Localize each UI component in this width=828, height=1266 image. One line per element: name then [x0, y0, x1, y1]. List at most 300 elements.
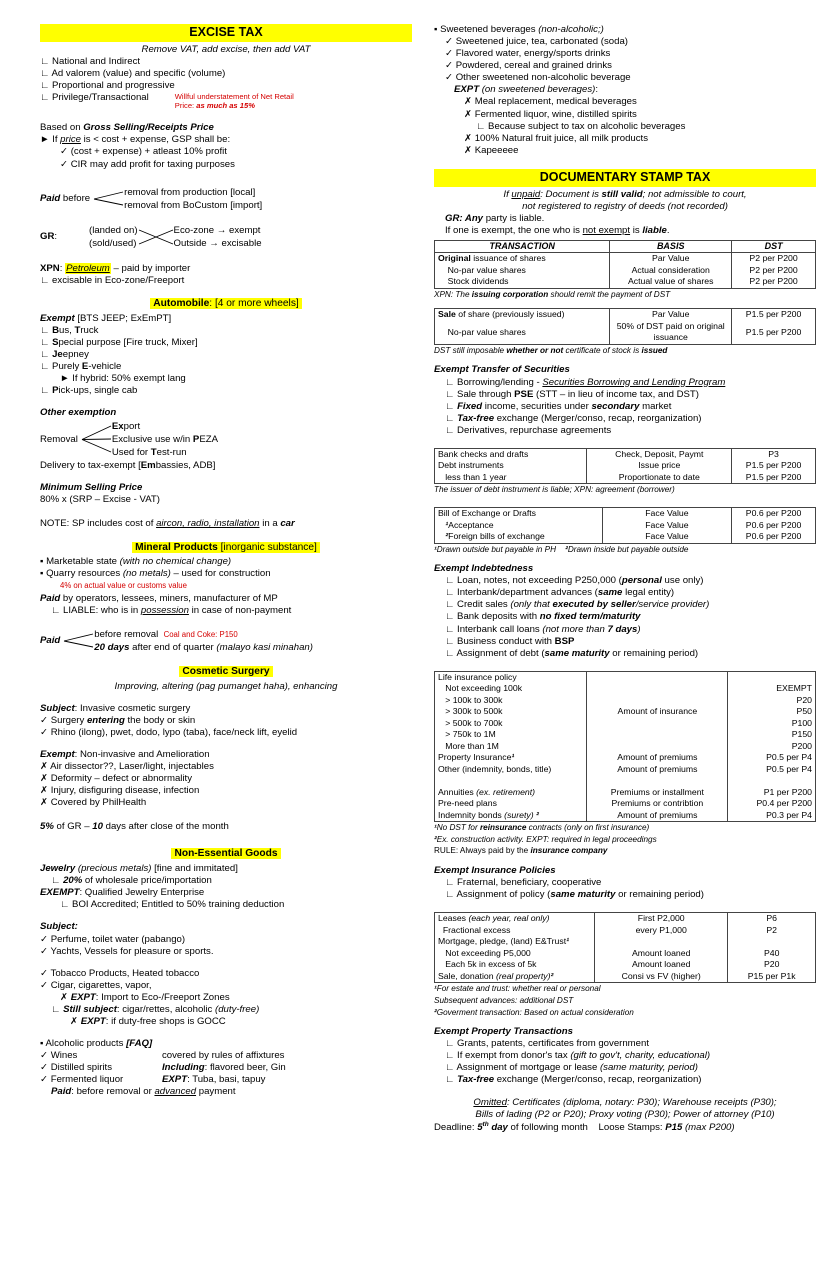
table-caption: XPN: The issuing corporation should remit the payment of DST: [434, 289, 671, 299]
pair-row: [40, 1050, 412, 1062]
table-row: [435, 508, 816, 520]
table-cell: EXEMPT: [728, 683, 816, 694]
text-line: If one is exempt, the one who is not exempt is liable.: [445, 224, 670, 236]
spacer: [40, 655, 412, 663]
text-line: NOTE: SP includes cost of aircon, radio, installation in a car: [40, 518, 295, 530]
table-cell: P1.5 per P200: [732, 460, 816, 471]
table-cell: Amount loaned: [595, 959, 728, 970]
table-cell: P100: [728, 718, 816, 729]
fork-branch: Export: [111, 421, 141, 433]
text-line: ✓ Powdered, cereal and grained drinks: [445, 60, 612, 72]
fork-branch: removal from production [local]: [124, 186, 256, 198]
table-cell: Par Value: [610, 253, 732, 265]
spacer: [40, 617, 412, 627]
spacer: [434, 555, 816, 563]
spacer: [40, 833, 412, 845]
table-cell: Not exceeding P5,000: [435, 948, 595, 959]
margin-note: Willful understatement of Net Retail Price: as much as 15%: [174, 92, 294, 111]
table-cell: Leases (each year, real only): [435, 913, 595, 925]
text-line: ∟ Jeepney: [40, 348, 89, 360]
spacer: [40, 251, 412, 263]
cross-connector: [138, 224, 174, 250]
table-cell: Property Insurance¹: [435, 752, 587, 763]
table-cell: Pre-need plans: [435, 798, 587, 809]
table-cell: Fractional excess: [435, 925, 595, 936]
spacer: [434, 157, 816, 169]
spacer: [40, 958, 412, 968]
text-line: Exempt Property Transactions: [434, 1026, 573, 1038]
table-cell: Annuities (ex. retirement): [435, 787, 587, 798]
spacer: [40, 531, 412, 539]
table-cell: Mortgage, pledge, (land) E&Trust¹: [435, 936, 595, 947]
left-column: [40, 24, 412, 1134]
table-cell: P20: [728, 695, 816, 706]
fork-label: Paid before: [40, 192, 91, 204]
spacer: [434, 300, 816, 305]
table-cell: P6: [728, 913, 816, 925]
table-cell: P2: [728, 925, 816, 936]
automobile-header: [40, 298, 412, 311]
text-line: ∟ Fixed income, securities under secondary market: [445, 400, 672, 412]
table-cell: [587, 671, 728, 683]
fork-branch: before removal Coal and Coke: P150: [94, 628, 238, 640]
table-cell: > 750k to 1M: [435, 729, 587, 740]
pair-right: Including: flavored beer, Gin: [162, 1062, 286, 1074]
cosmetic-surgery-header: [40, 666, 412, 679]
table-cell: P150: [728, 729, 816, 740]
text-line: ✓ (cost + expense) + atleast 10% profit: [60, 146, 227, 158]
table-caption: Subsequent advances: additional DST: [434, 995, 574, 1005]
text-line: ∟ National and Indirect: [40, 55, 141, 67]
spacer: [434, 1087, 816, 1097]
table-cell: First P2,000: [595, 913, 728, 925]
text-line: GR: Any party is liable.: [445, 212, 545, 224]
table-cell: Original issuance of shares: [435, 253, 610, 265]
table-caption: ²Goverment transaction: Based on actual consideration: [434, 1007, 634, 1017]
text-line: 80% x (SRP – Excise - VAT): [40, 494, 160, 506]
text-line: EXEMPT: Qualified Jewelry Enterprise: [40, 887, 205, 899]
table-cell: P0.6 per P200: [732, 531, 816, 543]
fork-connector: [93, 186, 124, 212]
text-line: ▪ Quarry resources (no metals) – used for construction: [40, 568, 271, 580]
text-line: ✓ Surgery entering the body or skin: [40, 714, 196, 726]
table-cell: P40: [728, 948, 816, 959]
text-line: Exempt Indebtedness: [434, 563, 534, 575]
text-line: ∟ Assignment of mortgage or lease (same maturity, period): [445, 1062, 698, 1074]
text-line: ✓ Yachts, Vessels for pleasure or sports.: [40, 945, 214, 957]
table-cell: P3: [732, 448, 816, 460]
table-cell: Not exceeding 100k: [435, 683, 587, 694]
table-row: [435, 253, 816, 265]
text-line: ✗ Kapeeeee: [464, 144, 519, 156]
text-line: ∟ Fraternal, beneficiary, cooperative: [445, 877, 602, 889]
table-header-cell: DST: [732, 240, 816, 252]
table-cell: Amount of premiums: [587, 752, 728, 763]
bank-checks-table: [434, 448, 816, 484]
table-cell: Other (indemnity, bonds, title): [435, 764, 587, 775]
text-line: ∟ Still subject: cigar/rettes, alcoholic (duty-free): [51, 1003, 260, 1015]
table-cell: P50: [728, 706, 816, 717]
spacer: [434, 496, 816, 504]
fork-connector-lines: [63, 628, 94, 654]
table-row: [435, 683, 816, 694]
cross-left: [89, 224, 138, 250]
table-cell: P0.5 per P4: [728, 764, 816, 775]
table-row: [435, 936, 816, 947]
fork-label: Paid: [40, 634, 61, 646]
text-line: ✗ EXPT: if duty-free shops is GOCC: [70, 1016, 226, 1028]
mineral-products-header: [40, 542, 412, 555]
table-cell: No-par value shares: [435, 265, 610, 276]
table-cell: [587, 729, 728, 740]
text-line: ∟ Purely E-vehicle: [40, 360, 122, 372]
table-cell: P0.6 per P200: [732, 520, 816, 531]
fork-connector-lines: [93, 186, 124, 212]
fork-branch: 20 days after end of quarter (malayo kasi minahan): [94, 641, 313, 653]
table-row: [435, 787, 816, 798]
spacer: [40, 1028, 412, 1038]
text-line: ✗ Meal replacement, medical beverages: [464, 96, 637, 108]
spacer: [434, 356, 816, 364]
table-cell: P1.5 per P200: [732, 309, 816, 321]
fork-diagram: [40, 628, 412, 654]
text-line: Improving, altering (pag pumanget haha), enhancing: [114, 680, 338, 692]
table-row: [435, 460, 816, 471]
table-cell: Sale of share (previously issued): [435, 309, 610, 321]
text-line: ✓ CIR may add profit for taxing purposes: [60, 158, 235, 170]
table-cell: less than 1 year: [435, 472, 587, 484]
table-caption: ¹For estate and trust: whether real or personal: [434, 984, 601, 994]
text-line: ► If price is < cost + expense, GSP shall be:: [40, 134, 231, 146]
table-row: [435, 531, 816, 543]
table-cell: > 500k to 700k: [435, 718, 587, 729]
table-cell: P1.5 per P200: [732, 321, 816, 344]
spacer: [40, 809, 412, 821]
table-cell: Actual value of shares: [610, 276, 732, 288]
text-line: not registered to registry of deeds (not recorded): [522, 200, 728, 212]
text-line: ∟ Because subject to tax on alcoholic beverages: [476, 120, 686, 132]
table-cell: > 300k to 500k: [435, 706, 587, 717]
pair-left: ✓ Distilled spirits: [40, 1062, 113, 1074]
table-cell: Face Value: [602, 508, 732, 520]
cross-left-item: (sold/used): [89, 237, 137, 249]
text-line: Subject:: [40, 921, 78, 933]
table-cell: Amount of premiums: [587, 810, 728, 822]
bill-of-exchange-table: [434, 507, 816, 543]
spacer: [434, 901, 816, 909]
table-cell: Face Value: [602, 531, 732, 543]
pair-row: [40, 1074, 412, 1086]
cross-lines: [138, 224, 174, 250]
pair-left: ✓ Fermented liquor: [40, 1074, 124, 1086]
table-cell: Amount of insurance: [587, 706, 728, 717]
table-row: [435, 718, 816, 729]
spacer: [434, 437, 816, 445]
text-line: Paid: before removal or advanced payment: [51, 1086, 236, 1098]
pair-row: [40, 1062, 412, 1074]
table-row: [435, 321, 816, 344]
cross-right: [174, 224, 262, 250]
text-line: Based on Gross Selling/Receipts Price: [40, 122, 214, 134]
fork-label: Removal: [40, 433, 78, 445]
table-row: [435, 810, 816, 822]
table-cell: Life insurance policy: [435, 671, 587, 683]
sale-of-share-table: [434, 308, 816, 344]
table-cell: [587, 695, 728, 706]
text-line: ∟ Interbank/department advances (same legal entity): [445, 587, 675, 599]
right-column: [434, 24, 816, 1134]
text-line: ✗ 100% Natural fruit juice, all milk products: [464, 132, 648, 144]
table-cell: [728, 671, 816, 683]
text-line: Remove VAT, add excise, then add VAT: [141, 43, 311, 55]
table-row: [435, 798, 816, 809]
spacer: [40, 911, 412, 921]
table-cell: P1.5 per P200: [732, 472, 816, 484]
text-line: ✓ Perfume, toilet water (pabango): [40, 933, 186, 945]
table-cell: Par Value: [610, 309, 732, 321]
fork-branch: Used for Test-run: [111, 447, 187, 459]
table-cell: Consi vs FV (higher): [595, 971, 728, 983]
table-cell: P2 per P200: [732, 265, 816, 276]
table-cell: Amount of premiums: [587, 764, 728, 775]
fork-branch: removal from BoCustom [import]: [124, 199, 263, 211]
spacer: [434, 1018, 816, 1026]
table-header-cell: TRANSACTION: [435, 240, 610, 252]
text-line: ✗ Covered by PhilHealth: [40, 797, 147, 809]
text-line: ∟ Derivatives, repurchase agreements: [445, 424, 612, 436]
leases-table: [434, 912, 816, 983]
table-row: [435, 276, 816, 288]
fork-connector: [81, 420, 112, 459]
text-line: ∟ Bank deposits with no fixed term/maturity: [445, 611, 641, 623]
table-cell: Stock dividends: [435, 276, 610, 288]
table-cell: ²Foreign bills of exchange: [435, 531, 603, 543]
text-line: EXPT (on sweetened beverages):: [454, 84, 599, 96]
text-line: ∟ Ad valorem (value) and specific (volume): [40, 67, 226, 79]
text-line: Exempt Insurance Policies: [434, 865, 556, 877]
highlighted-heading-text: Non-Essential Goods: [171, 848, 280, 859]
table-row: [435, 764, 816, 775]
table-cell: Bill of Exchange or Drafts: [435, 508, 603, 520]
highlighted-heading-text: Automobile: [4 or more wheels]: [150, 298, 302, 309]
text-line: ∟ Borrowing/lending - Securities Borrowing and Lending Program: [445, 376, 726, 388]
text-line: Exempt: Non-invasive and Amelioration: [40, 748, 210, 760]
table-cell: P0.5 per P4: [728, 752, 816, 763]
text-line: Other exemption: [40, 407, 117, 419]
cross-right-item: Outside → excisable: [173, 237, 262, 249]
table-cell: P0.4 per P200: [728, 798, 816, 809]
text-line: ∟ Bus, Truck: [40, 324, 99, 336]
text-line: ✗ Air dissector??, Laser/light, injectables: [40, 760, 214, 772]
spacer: [40, 693, 412, 703]
text-line: ∟ Tax-free exchange (Merger/conso, recap, reorganization): [445, 412, 702, 424]
text-line: Exempt Transfer of Securities: [434, 364, 570, 376]
spacer: [40, 472, 412, 482]
text-line: ∟ Assignment of debt (same maturity or remaining period): [445, 647, 699, 659]
table-cell: Each 5k in excess of 5k: [435, 959, 595, 970]
table-header-row: [435, 240, 816, 252]
text-line: ∟ Sale through PSE (STT – in lieu of income tax, and DST): [445, 388, 699, 400]
text-line: ∟ If exempt from donor's tax (gift to gov't, charity, educational): [445, 1050, 711, 1062]
text-line: ▪ Sweetened beverages (non-alcoholic;): [434, 24, 604, 35]
text-line: Jewelry (precious metals) [fine and immitated]: [40, 863, 238, 875]
table-cell: P2 per P200: [732, 253, 816, 265]
table-cell: Face Value: [602, 520, 732, 531]
table-caption: The issuer of debt instrument is liable; XPN: agreement (borrower): [434, 485, 675, 495]
table-cell: 50% of DST paid on original issuance: [610, 321, 732, 344]
text-line: ▪ Alcoholic products [FAQ]: [40, 1038, 153, 1050]
table-cell: Amount loaned: [595, 948, 728, 959]
table-row: [435, 971, 816, 983]
text-line: ▪ Marketable state (with no chemical change): [40, 556, 232, 568]
text-line: ✗ Deformity – defect or abnormality: [40, 773, 193, 784]
table-row: [435, 775, 816, 786]
original-issuance-table: [434, 240, 816, 289]
text-line: 4% on actual value or customs value: [60, 580, 187, 590]
text-line: ∟ Assignment of policy (same maturity or remaining period): [445, 889, 704, 901]
table-caption: ¹Drawn outside but payable in PH ²Drawn inside but payable outside: [434, 544, 689, 554]
spacer: [40, 739, 412, 749]
text-line: Bills of lading (P2 or P20); Proxy voting (P30); Power of attorney (P10): [475, 1108, 775, 1120]
spacer: [40, 397, 412, 407]
table-cell: [728, 936, 816, 947]
text-line: ∟ Business conduct with BSP: [445, 635, 575, 647]
cross-label: GR:: [40, 230, 58, 242]
table-cell: More than 1M: [435, 741, 587, 752]
table-row: [435, 741, 816, 752]
text-line: ∟ Grants, patents, certificates from government: [445, 1038, 650, 1050]
spacer: [40, 171, 412, 185]
text-line: 5% of GR – 10 days after close of the month: [40, 821, 229, 833]
text-line: Minimum Selling Price: [40, 482, 143, 494]
text-line: ∟ excisable in Eco-zone/Freeport: [40, 274, 185, 286]
text-line: ∟ Pick-ups, single cab: [40, 385, 138, 397]
table-header-cell: BASIS: [610, 240, 732, 252]
fork-branches: [112, 420, 218, 459]
table-cell: P0.3 per P4: [728, 810, 816, 822]
text-line: ✗ Fermented liquor, wine, distilled spirits: [464, 108, 637, 120]
section-header-excise-tax: EXCISE TAX: [40, 24, 412, 42]
table-cell: Bank checks and drafts: [435, 448, 587, 460]
text-line: ✓ Cigar, cigarettes, vapor,: [40, 979, 152, 991]
table-cell: P200: [728, 741, 816, 752]
table-cell: P2 per P200: [732, 276, 816, 288]
text-line: ∟ Privilege/Transactional: [40, 92, 149, 104]
table-caption: RULE: Always paid by the insurance company: [434, 846, 608, 856]
spacer: [40, 110, 412, 122]
table-row: [435, 520, 816, 531]
spacer: [434, 660, 816, 668]
table-row: [435, 309, 816, 321]
table-caption: DST still imposable whether or not certificate of stock is issued: [434, 345, 668, 355]
spacer: [40, 287, 412, 295]
table-cell: > 100k to 300k: [435, 695, 587, 706]
table-cell: Debt instruments: [435, 460, 587, 471]
pair-left: ✓ Wines: [40, 1050, 78, 1062]
table-row: [435, 472, 816, 484]
table-row: [435, 913, 816, 925]
text-line: ✗ EXPT: Import to Eco-/Freeport Zones: [60, 991, 230, 1003]
text-line: ∟ Tax-free exchange (Merger/conso, recap, reorganization): [445, 1074, 702, 1086]
table-cell: [728, 775, 816, 786]
table-cell: P1 per P200: [728, 787, 816, 798]
table-cell: Check, Deposit, Paymt: [587, 448, 732, 460]
text-line: Omitted: Certificates (diploma, notary: P30); Warehouse receipts (P30);: [473, 1096, 777, 1108]
fork-diagram: [40, 420, 412, 459]
table-row: [435, 448, 816, 460]
spacer: [40, 506, 412, 518]
table-cell: [587, 775, 728, 786]
table-row: [435, 729, 816, 740]
text-line: ∟ Proportional and progressive: [40, 79, 175, 91]
fork-branches: [94, 628, 313, 654]
table-cell: [587, 718, 728, 729]
table-cell: [595, 936, 728, 947]
table-cell: No-par value shares: [435, 321, 610, 344]
pair-right: covered by rules of affixtures: [162, 1050, 285, 1062]
text-line: ∟ BOI Accredited; Entitled to 50% training deduction: [60, 899, 285, 911]
fork-connector-lines: [81, 420, 112, 459]
text-line: Deadline: 5th day of following month Loose Stamps: P15 (max P200): [434, 1120, 735, 1133]
table-cell: Premiums or installment: [587, 787, 728, 798]
text-line: ► If hybrid: 50% exempt lang: [60, 372, 186, 384]
table-caption: ²Ex. construction activity. EXPT: required in legal proceedings: [434, 834, 657, 844]
table-row: [435, 706, 816, 717]
table-row: [435, 265, 816, 276]
text-line: Delivery to tax-exempt [Embassies, ADB]: [40, 460, 216, 472]
spacer: [40, 213, 412, 223]
fork-branch: Exclusive use w/in PEZA: [111, 434, 218, 446]
text-line: ✓ Other sweetened non-alcoholic beverage: [445, 72, 631, 84]
table-cell: P15 per P1k: [728, 971, 816, 983]
table-cell: [587, 741, 728, 752]
table-row: [435, 671, 816, 683]
table-cell: P0.6 per P200: [732, 508, 816, 520]
table-cell: ¹Acceptance: [435, 520, 603, 531]
text-line: ∟ Special purpose [Fire truck, Mixer]: [40, 336, 198, 348]
table-row: [435, 695, 816, 706]
fork-connector: [63, 628, 94, 654]
table-cell: Premiums or contribtion: [587, 798, 728, 809]
table-cell: Proportionate to date: [587, 472, 732, 484]
insurance-table: [434, 671, 816, 822]
non-essential-goods-header: [40, 848, 412, 861]
table-cell: [435, 775, 587, 786]
text-line: ∟ LIABLE: who is in possession in case of non-payment: [51, 604, 292, 616]
table-caption: ¹No DST for reinsurance contracts (only on first insurance): [434, 823, 650, 833]
table-row: [435, 752, 816, 763]
table-cell: every P1,000: [595, 925, 728, 936]
spacer: [434, 857, 816, 865]
cross-diagram: [40, 224, 412, 250]
highlighted-heading-text: Mineral Products [inorganic substance]: [132, 542, 320, 553]
text-line: ∟ Interbank call loans (not more than 7 days): [445, 623, 641, 635]
cross-right-item: Eco-zone → exempt: [173, 224, 261, 236]
text-line: ∟ Loan, notes, not exceeding P250,000 (personal use only): [445, 575, 704, 587]
table-cell: Indemnity bonds (surety) ²: [435, 810, 587, 822]
table-row: [435, 925, 816, 936]
text-line: ✓ Rhino (ilong), pwet, dodo, lypo (taba), face/neck lift, eyelid: [40, 726, 298, 738]
text-line-with-note: [40, 92, 412, 110]
fork-branches: [124, 186, 262, 212]
table-cell: P20: [728, 959, 816, 970]
section-header-documentary-stamp-tax: DOCUMENTARY STAMP TAX: [434, 169, 816, 187]
table-row: [435, 948, 816, 959]
text-line: ✓ Flavored water, energy/sports drinks: [445, 48, 611, 60]
table-row: [435, 959, 816, 970]
pair-right: EXPT: Tuba, basi, tapuy: [162, 1074, 266, 1086]
text-line: Paid by operators, lessees, miners, manufacturer of MP: [40, 592, 278, 604]
